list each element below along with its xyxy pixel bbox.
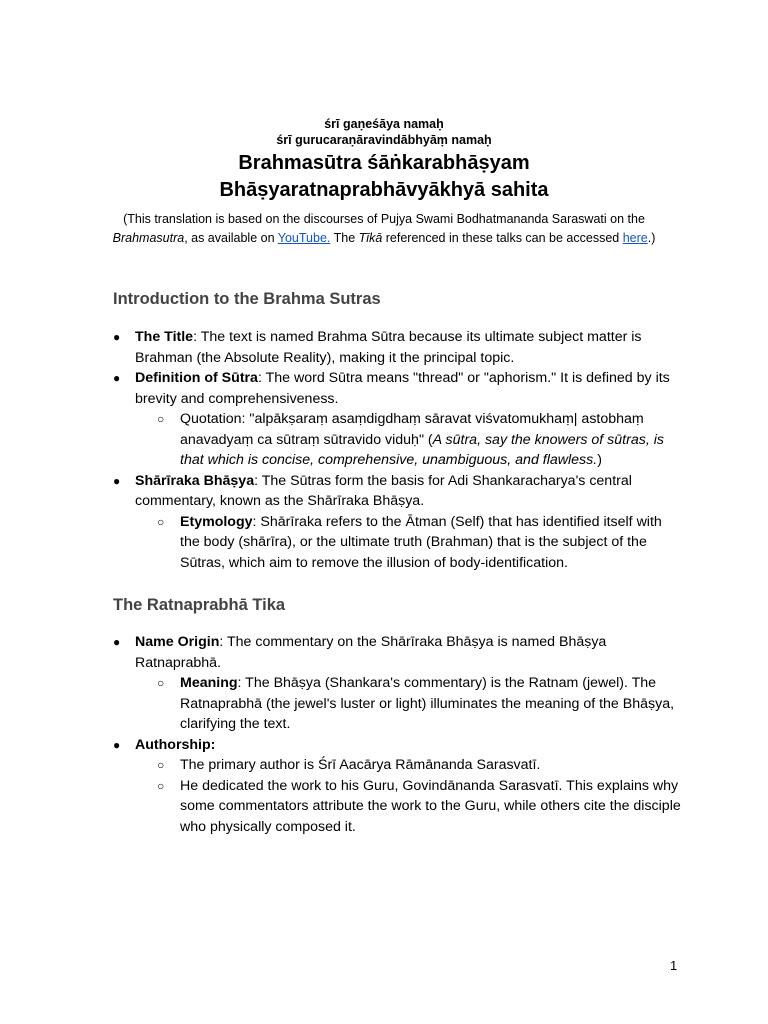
sub-item-meaning [135, 673, 683, 735]
item-text: : The word Sūtra means "thread" or "aphorism." It is defined by its brevity and comprehensiveness. [135, 370, 670, 407]
translation-note [100, 210, 668, 248]
item-label: Definition of Sūtra [135, 370, 258, 386]
sub-item-primary-author [135, 755, 683, 776]
sub-list [135, 512, 683, 574]
list-item-definition-of-sutra [113, 368, 683, 471]
section-heading-introduction: Introduction to the Brahma Sutras [113, 290, 381, 308]
section-heading-ratnaprabha: The Ratnaprabhā Tika [113, 596, 286, 614]
document-title-line-2: Bhāṣyaratnaprabhāvyākhyā sahita [219, 179, 549, 201]
quotation-close: ) [597, 452, 602, 468]
item-text: : The Sūtras form the basis for Adi Shankaracharya's central commentary, known as the Shārīraka Bhāṣya. [135, 472, 632, 509]
bullet-icon: ● [113, 371, 121, 385]
hollow-bullet-icon: ○ [157, 758, 165, 772]
note-tika: Tīkā [358, 231, 383, 245]
page-number: 1 [670, 958, 678, 973]
invocation-line-2: śrī gurucaraṇāravindābhyāṃ namaḥ [276, 133, 492, 147]
hollow-bullet-icon: ○ [157, 778, 165, 793]
note-text-2: , as available on [184, 231, 278, 245]
sub-item-text: He dedicated the work to his Guru, Govindānanda Sarasvatī. This explains why some commentators attribute the work to the Guru, while others cite the disciple who physically composed it. [180, 777, 681, 835]
bullet-icon: ● [113, 330, 121, 344]
sub-list [135, 409, 683, 471]
bullet-icon: ● [113, 473, 121, 488]
invocation-line-1: śrī gaṇeśāya namaḥ [324, 117, 444, 131]
sub-item-label: Meaning [180, 675, 238, 691]
note-brahmasutra: Brahmasutra [112, 231, 185, 245]
note-text-4: referenced in these talks can be accessed [382, 231, 623, 245]
list-item-shariraka-bhashya [113, 471, 683, 574]
list-item-authorship [113, 735, 683, 838]
introduction-list [113, 327, 683, 573]
sub-item-text: : Shārīraka refers to the Ātman (Self) that has identified itself with the body (shārīra), or the ultimate truth (Brahman) that is the subject of the Sūtras, which aim to remove the illusion of body-identification. [180, 513, 662, 571]
sub-item-text: The primary author is Śrī Aacārya Rāmānanda Sarasvatī. [180, 757, 541, 773]
item-label: Name Origin [135, 634, 220, 650]
list-item-name-origin [113, 632, 683, 735]
quotation-translation: A sūtra, say the knowers of sūtras, is that which is concise, comprehensive, unambiguous, and flawless. [180, 431, 664, 468]
hollow-bullet-icon: ○ [157, 676, 165, 690]
sub-list [135, 755, 683, 837]
item-text: : The text is named Brahma Sūtra because its ultimate subject matter is Brahman (the Absolute Reality), making it the principal topic. [135, 329, 642, 366]
quotation-text: Quotation: "alpākṣaraṃ asaṃdigdhaṃ sāravat viśvatomukhaṃ| astobhaṃ anavadyaṃ ca sūtraṃ sūtravido viduḥ" ( [180, 411, 644, 448]
ratnaprabha-list [113, 632, 683, 837]
item-label: The Title [135, 329, 194, 345]
note-text-5: .) [647, 231, 656, 245]
item-label: Authorship: [135, 736, 216, 753]
item-label: Shārīraka Bhāṣya [135, 472, 255, 489]
sub-list [135, 673, 683, 735]
hollow-bullet-icon: ○ [157, 514, 165, 529]
here-link[interactable]: here [622, 231, 648, 245]
sub-item-dedication [135, 776, 683, 838]
hollow-bullet-icon: ○ [157, 412, 165, 426]
item-text: : The commentary on the Shārīraka Bhāṣya is named Bhāṣya Ratnaprabhā. [135, 634, 607, 671]
youtube-link[interactable]: YouTube. [277, 231, 331, 245]
note-text-3: The [330, 231, 359, 245]
list-item-title [113, 327, 683, 368]
sub-item-quotation [135, 409, 683, 471]
bullet-icon: ● [113, 635, 121, 649]
bullet-icon: ● [113, 737, 121, 752]
sub-item-text: : The Bhāṣya (Shankara's commentary) is the Ratnam (jewel). The Ratnaprabhā (the jewel's luster or light) illuminates the meaning of the Bhāṣya, clarifying the text. [180, 675, 675, 732]
sub-item-label: Etymology [180, 513, 253, 530]
sub-item-etymology [135, 512, 683, 574]
note-text-1: (This translation is based on the discourses of Pujya Swami Bodhatmananda Saraswati on the [123, 212, 645, 226]
document-title-line-1: Brahmasūtra śāṅkarabhāṣyam [238, 152, 530, 174]
